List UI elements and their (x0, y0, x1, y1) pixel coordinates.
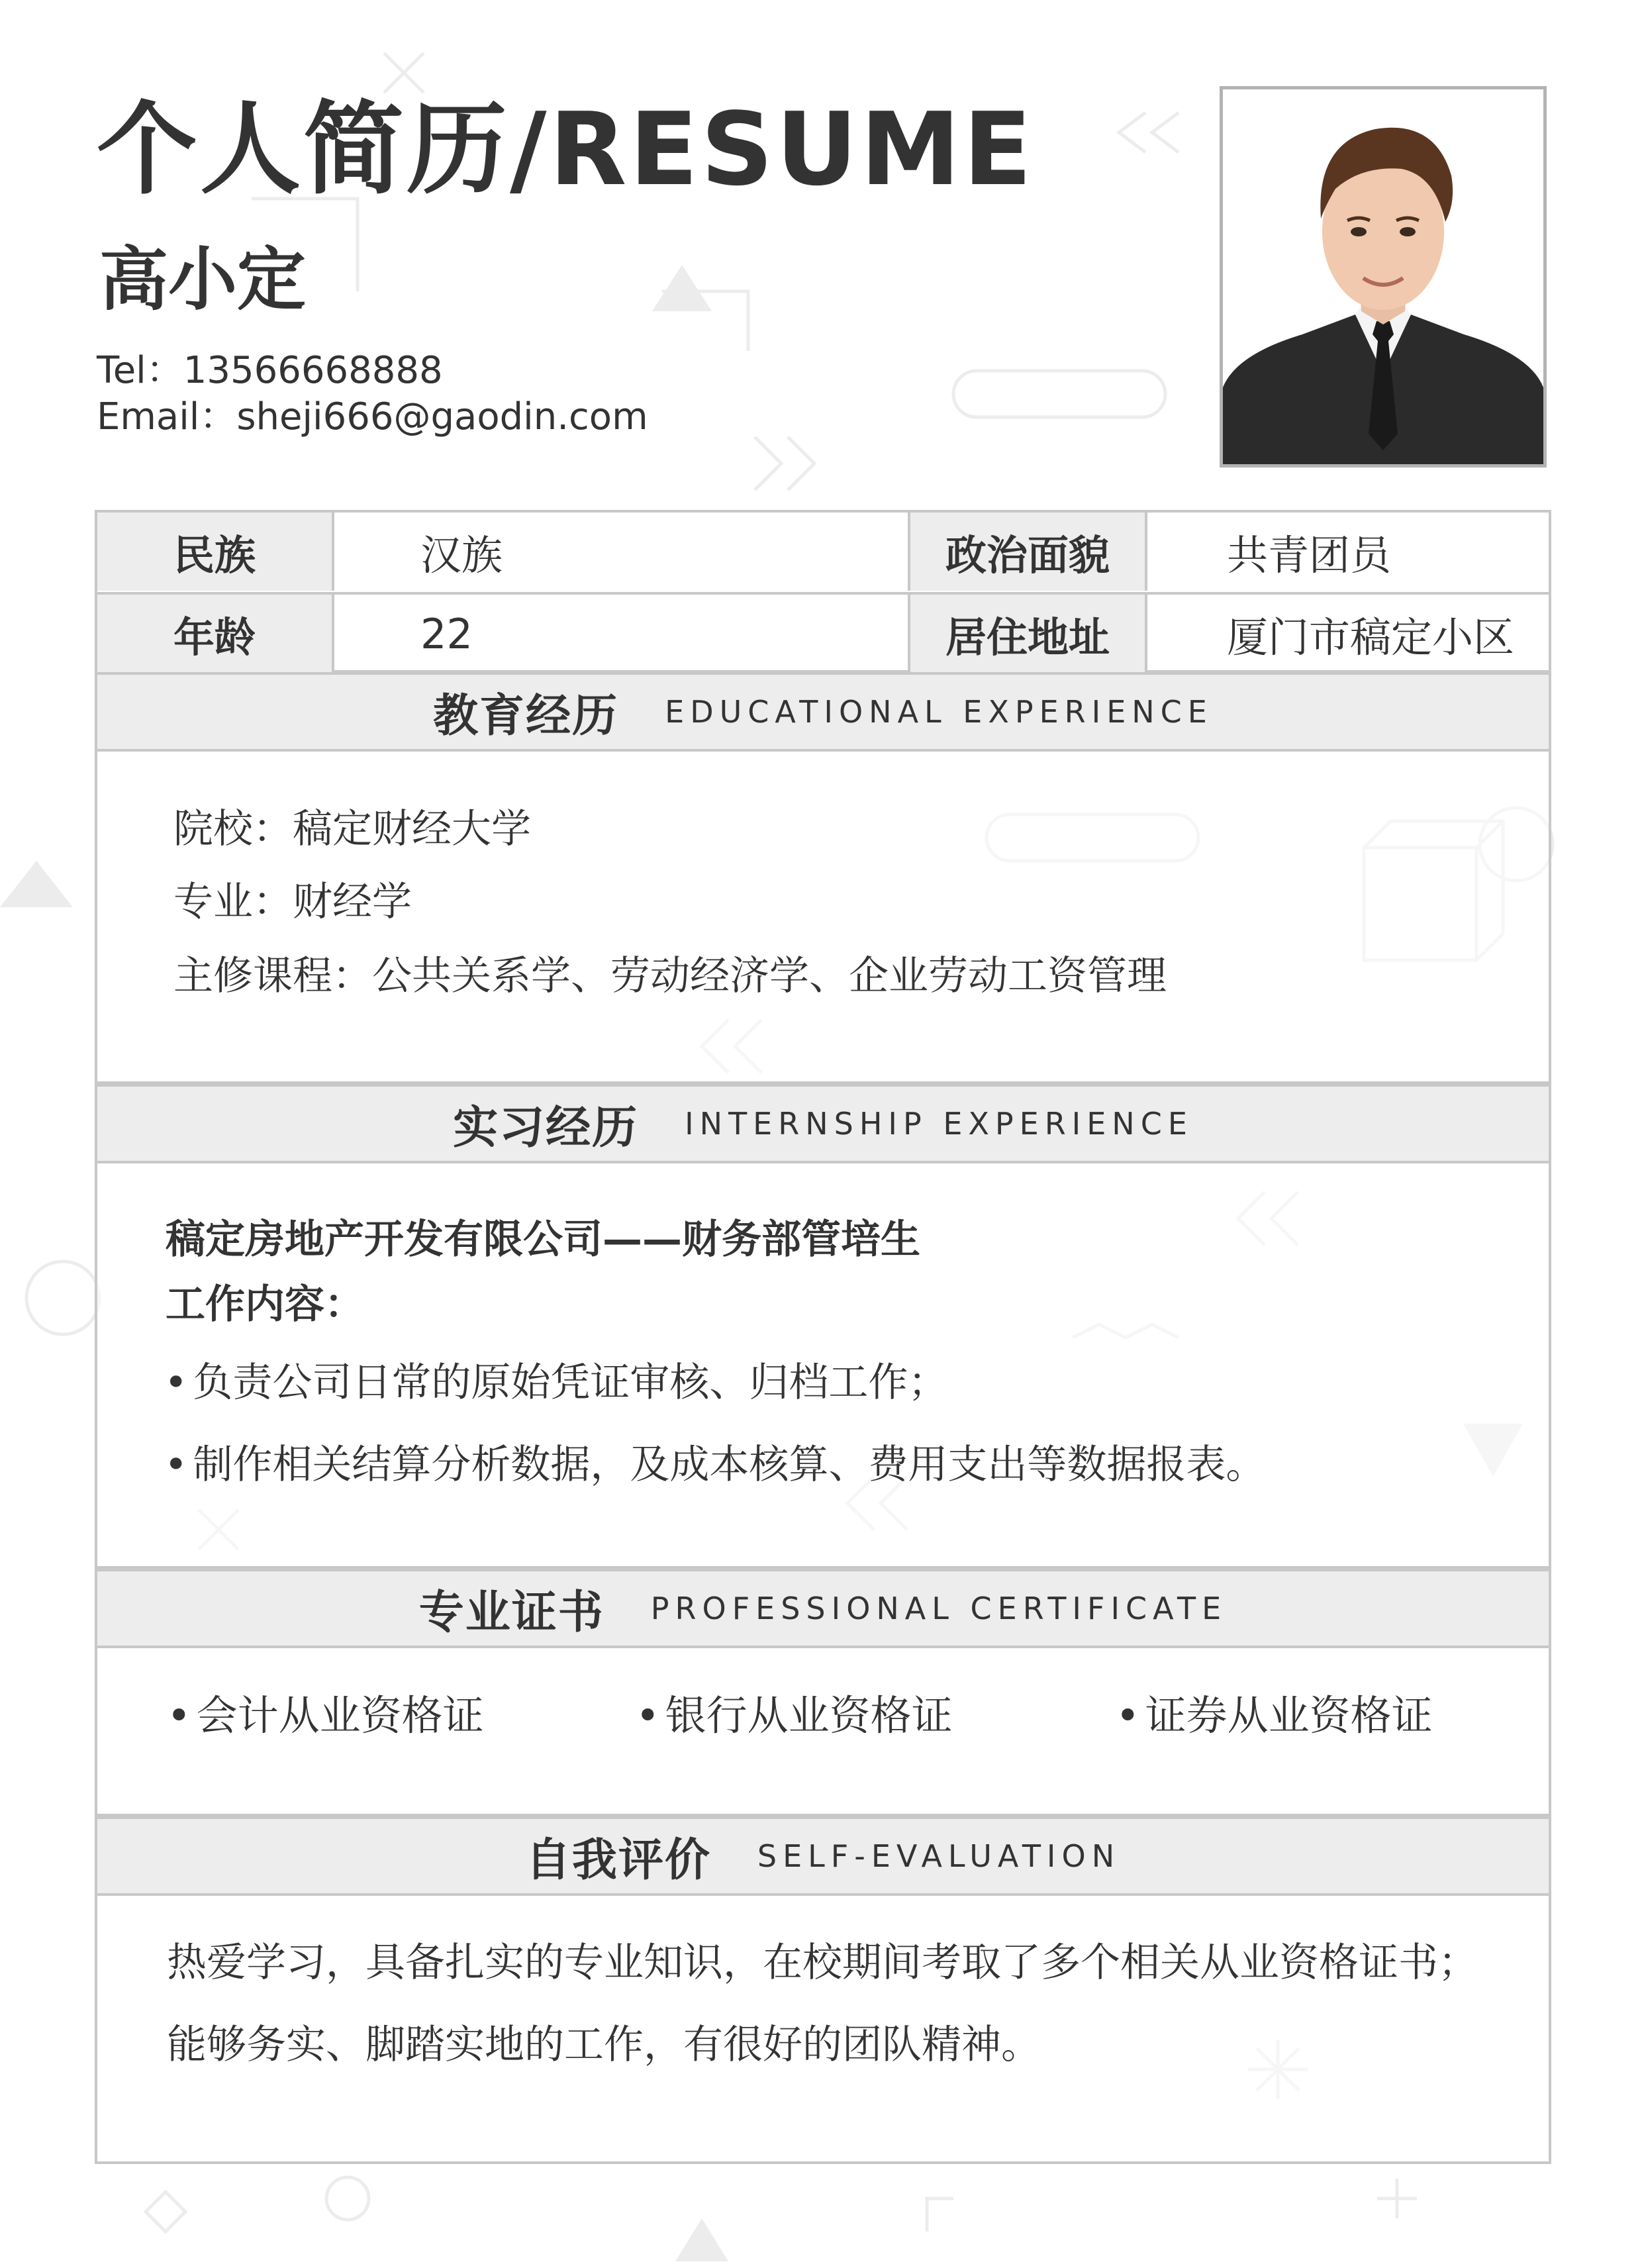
page-title: 个人简历/RESUME (97, 91, 1035, 208)
email-address: Email：sheji666@gaodin.com (97, 395, 648, 438)
candidate-name: 高小定 (99, 239, 307, 320)
self-evaluation-line: 能够务实、脚踏实地的工作，有很好的团队精神。 (167, 2022, 1041, 2068)
self-evaluation-title-en: SELF-EVALUATION (757, 1838, 1121, 1874)
education-title-cn: 教育经历 (433, 689, 619, 742)
internship-duty-item: • 负责公司日常的原始凭证审核、归档工作； (164, 1363, 947, 1403)
age-value: 22 (334, 595, 910, 673)
address-label: 居住地址 (910, 595, 1147, 673)
internship-title-en: INTERNSHIP EXPERIENCE (685, 1106, 1193, 1142)
internship-duty-item: • 制作相关结算分析数据，及成本核算、费用支出等数据报表。 (164, 1445, 1265, 1485)
certificate-item: • 会计从业资格证 (167, 1695, 484, 1736)
address-value: 厦门市稿定小区 (1227, 613, 1515, 662)
certificate-section-header (95, 1569, 1551, 1648)
personal-info-table (95, 510, 1551, 673)
certificate-item: • 银行从业资格证 (636, 1695, 953, 1736)
education-major: 专业：财经学 (173, 879, 412, 925)
internship-company: 稿定房地产开发有限公司——财务部管培生 (166, 1216, 920, 1263)
education-courses: 主修课程：公共关系学、劳动经济学、企业劳动工资管理 (173, 953, 1167, 999)
education-section-header (95, 672, 1551, 752)
self-evaluation-title-cn: 自我评价 (525, 1834, 711, 1887)
self-evaluation-line: 热爱学习，具备扎实的专业知识，在校期间考取了多个相关从业资格证书； (167, 1940, 1478, 1986)
political-status-value: 共青团员 (1227, 530, 1392, 579)
age-label: 年龄 (97, 595, 334, 673)
internship-title-cn: 实习经历 (453, 1101, 639, 1154)
internship-content-label: 工作内容： (166, 1281, 364, 1328)
self-evaluation-section-header (95, 1816, 1551, 1896)
ethnicity-value: 汉族 (334, 513, 910, 591)
certificate-title-en: PROFESSIONAL CERTIFICATE (650, 1591, 1228, 1626)
education-title-en: EDUCATIONAL EXPERIENCE (665, 694, 1213, 730)
political-status-label: 政治面貌 (910, 513, 1147, 591)
internship-section-header (95, 1084, 1551, 1163)
phone-number: Tel：13566668888 (97, 349, 443, 392)
education-school: 院校：稿定财经大学 (173, 806, 531, 852)
profile-photo (1220, 86, 1547, 468)
certificate-title-cn: 专业证书 (418, 1586, 604, 1639)
ethnicity-label: 民族 (97, 513, 334, 591)
certificate-item: • 证券从业资格证 (1116, 1695, 1433, 1736)
